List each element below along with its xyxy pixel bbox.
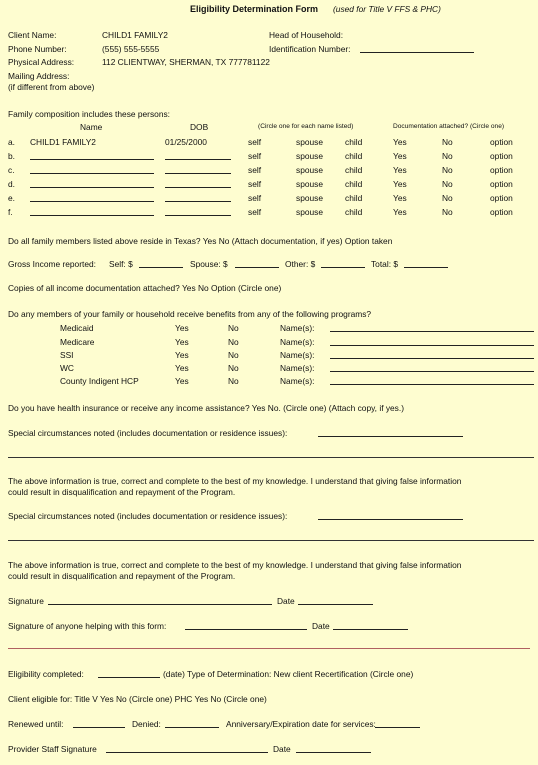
doc-no[interactable]: No bbox=[442, 165, 453, 175]
relation-child[interactable]: child bbox=[345, 193, 363, 203]
program-yes[interactable]: Yes bbox=[175, 376, 189, 386]
programs-intro: Do any members of your family or household receive benefits from any of the following programs? bbox=[8, 309, 372, 319]
family-row-letter: a. bbox=[8, 137, 15, 147]
program-name: Medicare bbox=[60, 337, 95, 347]
doc-no[interactable]: No bbox=[442, 193, 453, 203]
signature-field[interactable] bbox=[48, 596, 272, 607]
signature-date-label: Date bbox=[277, 596, 295, 606]
program-yes[interactable]: Yes bbox=[175, 363, 189, 373]
relation-spouse[interactable]: spouse bbox=[296, 207, 324, 217]
relation-child[interactable]: child bbox=[345, 207, 363, 217]
family-col-doc: Documentation attached? (Circle one) bbox=[393, 123, 505, 130]
special-circumstances-field[interactable] bbox=[318, 428, 463, 439]
family-row-letter: c. bbox=[8, 165, 15, 175]
relation-self[interactable]: self bbox=[248, 165, 262, 175]
head-of-household-label: Head of Household: bbox=[269, 30, 344, 40]
family-row-letter: b. bbox=[8, 151, 15, 161]
program-no[interactable]: No bbox=[228, 363, 239, 373]
doc-no[interactable]: No bbox=[442, 179, 453, 189]
relation-spouse[interactable]: spouse bbox=[296, 179, 324, 189]
client-name-label: Client Name: bbox=[8, 30, 57, 40]
doc-option[interactable]: option bbox=[490, 179, 513, 189]
provider-signature-label: Provider Staff Signature bbox=[8, 744, 97, 754]
program-yes[interactable]: Yes bbox=[175, 337, 189, 347]
relation-child[interactable]: child bbox=[345, 151, 363, 161]
program-names-field[interactable] bbox=[330, 376, 534, 387]
doc-no[interactable]: No bbox=[442, 137, 453, 147]
program-names-field[interactable] bbox=[330, 363, 534, 374]
divider-line bbox=[8, 457, 534, 458]
family-row-letter: d. bbox=[8, 179, 15, 189]
program-names-label: Name(s): bbox=[280, 350, 315, 360]
relation-spouse[interactable]: spouse bbox=[296, 165, 324, 175]
income-total-field[interactable] bbox=[404, 259, 448, 270]
provider-date-field[interactable] bbox=[296, 744, 371, 755]
program-no[interactable]: No bbox=[228, 376, 239, 386]
signature-label: Signature bbox=[8, 596, 44, 606]
income-copies-question: Copies of all income documentation attached? Yes No Option (Circle one) bbox=[8, 283, 282, 293]
doc-yes[interactable]: Yes bbox=[393, 151, 407, 161]
relation-child[interactable]: child bbox=[345, 137, 363, 147]
phone-value[interactable]: (555) 555-5555 bbox=[102, 44, 160, 54]
income-spouse-field[interactable] bbox=[235, 259, 279, 270]
helper-signature-field[interactable] bbox=[185, 621, 307, 632]
program-no[interactable]: No bbox=[228, 323, 239, 333]
income-spouse-label: Spouse: $ bbox=[190, 259, 228, 269]
program-names-label: Name(s): bbox=[280, 323, 315, 333]
texas-residency-question: Do all family members listed above reside in Texas? Yes No (Attach documentation, if yes) Option taken bbox=[8, 236, 393, 246]
family-row-dob-field[interactable] bbox=[165, 179, 231, 190]
gross-income-label: Gross Income reported: bbox=[8, 259, 96, 269]
program-name: SSI bbox=[60, 350, 74, 360]
family-row-dob[interactable]: 01/25/2000 bbox=[165, 137, 207, 147]
program-names-label: Name(s): bbox=[280, 363, 315, 373]
eligibility-completed-label: Eligibility completed: bbox=[8, 669, 84, 679]
income-other-field[interactable] bbox=[321, 259, 365, 270]
family-row-name-field[interactable] bbox=[30, 151, 154, 162]
program-yes[interactable]: Yes bbox=[175, 350, 189, 360]
program-name: WC bbox=[60, 363, 74, 373]
family-intro: Family composition includes these persons: bbox=[8, 109, 170, 119]
doc-no[interactable]: No bbox=[442, 151, 453, 161]
special-circumstances-field-2[interactable] bbox=[318, 511, 463, 522]
physical-address-value[interactable]: 112 CLIENTWAY, SHERMAN, TX 777781122 bbox=[102, 57, 270, 67]
client-eligible-line: Client eligible for: Title V Yes No (Circle one) PHC Yes No (Circle one) bbox=[8, 694, 267, 704]
relation-self[interactable]: self bbox=[248, 193, 262, 203]
renewed-until-label: Renewed until: bbox=[8, 719, 64, 729]
family-row-letter: e. bbox=[8, 193, 15, 203]
doc-yes[interactable]: Yes bbox=[393, 179, 407, 189]
determination-type: (date) Type of Determination: New client Recertification (Circle one) bbox=[163, 669, 414, 679]
relation-spouse[interactable]: spouse bbox=[296, 193, 324, 203]
family-col-circle: (Circle one for each name listed) bbox=[258, 123, 354, 130]
identification-label: Identification Number: bbox=[269, 44, 351, 54]
provider-signature-field[interactable] bbox=[106, 744, 268, 755]
helper-date-label: Date bbox=[312, 621, 330, 631]
doc-option[interactable]: option bbox=[490, 137, 513, 147]
family-row-letter: f. bbox=[8, 207, 13, 217]
relation-self[interactable]: self bbox=[248, 207, 262, 217]
physical-address-label: Physical Address: bbox=[8, 57, 75, 67]
relation-child[interactable]: child bbox=[345, 179, 363, 189]
program-no[interactable]: No bbox=[228, 337, 239, 347]
staff-section-divider bbox=[8, 648, 530, 649]
program-names-field[interactable] bbox=[330, 350, 534, 361]
program-no[interactable]: No bbox=[228, 350, 239, 360]
helper-signature-label: Signature of anyone helping with this form: bbox=[8, 621, 167, 631]
identification-field[interactable] bbox=[360, 44, 474, 55]
relation-spouse[interactable]: spouse bbox=[296, 151, 324, 161]
income-self-label: Self: $ bbox=[109, 259, 133, 269]
doc-yes[interactable]: Yes bbox=[393, 137, 407, 147]
program-name: County Indigent HCP bbox=[60, 376, 139, 386]
family-row-dob-field[interactable] bbox=[165, 207, 231, 218]
anniversary-field[interactable] bbox=[375, 719, 420, 730]
signature-date-field[interactable] bbox=[298, 596, 373, 607]
mailing-address-sub: (if different from above) bbox=[8, 82, 95, 92]
doc-option[interactable]: option bbox=[490, 193, 513, 203]
special-circumstances-label: Special circumstances noted (includes documentation or residence issues): bbox=[8, 428, 288, 438]
denied-field[interactable] bbox=[165, 719, 219, 730]
form-title-note: (used for Title V FFS & PHC) bbox=[333, 4, 441, 14]
anniversary-label: Anniversary/Expiration date for services: bbox=[226, 719, 376, 729]
income-total-label: Total: $ bbox=[371, 259, 399, 269]
relation-self[interactable]: self bbox=[248, 137, 262, 147]
divider-line bbox=[8, 540, 534, 541]
relation-spouse[interactable]: spouse bbox=[296, 137, 324, 147]
denied-label: Denied: bbox=[132, 719, 161, 729]
family-row-dob-field[interactable] bbox=[165, 193, 231, 204]
doc-option[interactable]: option bbox=[490, 207, 513, 217]
income-other-label: Other: $ bbox=[285, 259, 316, 269]
family-col-dob: DOB bbox=[190, 122, 209, 132]
client-name-value[interactable]: CHILD1 FAMILY2 bbox=[102, 30, 168, 40]
attestation2-line-1: The above information is true, correct and complete to the best of my knowledge. I understand that giving false information bbox=[8, 560, 462, 570]
renewed-until-field[interactable] bbox=[73, 719, 125, 730]
family-row-name-field[interactable] bbox=[30, 193, 154, 204]
special-circumstances-label-2: Special circumstances noted (includes documentation or residence issues): bbox=[8, 511, 288, 521]
attestation2-line-2: could result in disqualification and repayment of the Program. bbox=[8, 571, 236, 581]
family-row-name-field[interactable] bbox=[30, 165, 154, 176]
program-names-label: Name(s): bbox=[280, 337, 315, 347]
eligibility-completed-field[interactable] bbox=[98, 669, 160, 680]
family-row-name[interactable]: CHILD1 FAMILY2 bbox=[30, 137, 96, 147]
phone-label: Phone Number: bbox=[8, 44, 67, 54]
attestation-line-1: The above information is true, correct and complete to the best of my knowledge. I understand that giving false information bbox=[8, 476, 462, 486]
relation-child[interactable]: child bbox=[345, 165, 363, 175]
income-self-field[interactable] bbox=[139, 259, 183, 270]
doc-yes[interactable]: Yes bbox=[393, 193, 407, 203]
program-name: Medicaid bbox=[60, 323, 94, 333]
family-row-name-field[interactable] bbox=[30, 207, 154, 218]
helper-date-field[interactable] bbox=[333, 621, 408, 632]
doc-yes[interactable]: Yes bbox=[393, 165, 407, 175]
family-row-name-field[interactable] bbox=[30, 179, 154, 190]
family-row-dob-field[interactable] bbox=[165, 165, 231, 176]
attestation-line-2: could result in disqualification and repayment of the Program. bbox=[8, 487, 236, 497]
family-row-dob-field[interactable] bbox=[165, 151, 231, 162]
relation-self[interactable]: self bbox=[248, 151, 262, 161]
program-names-field[interactable] bbox=[330, 323, 534, 334]
doc-yes[interactable]: Yes bbox=[393, 207, 407, 217]
doc-no[interactable]: No bbox=[442, 207, 453, 217]
insurance-question: Do you have health insurance or receive any income assistance? Yes No. (Circle one) (Attach copy, if yes.) bbox=[8, 403, 404, 413]
doc-option[interactable]: option bbox=[490, 165, 513, 175]
mailing-address-label: Mailing Address: bbox=[8, 71, 70, 81]
program-names-label: Name(s): bbox=[280, 376, 315, 386]
provider-date-label: Date bbox=[273, 744, 291, 754]
relation-self[interactable]: self bbox=[248, 179, 262, 189]
program-names-field[interactable] bbox=[330, 337, 534, 348]
doc-option[interactable]: option bbox=[490, 151, 513, 161]
program-yes[interactable]: Yes bbox=[175, 323, 189, 333]
family-col-name: Name bbox=[80, 122, 103, 132]
form-title: Eligibility Determination Form bbox=[190, 4, 319, 14]
